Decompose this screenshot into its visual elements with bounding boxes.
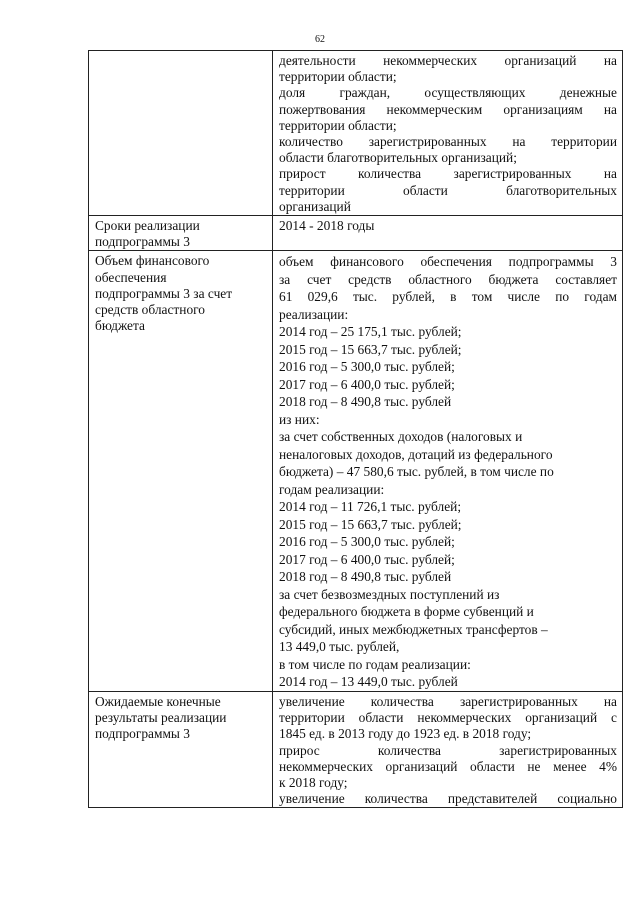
text-line: 2016 год – 5 300,0 тыс. рублей; xyxy=(279,359,455,375)
text-line: территории области; xyxy=(279,69,397,85)
text-line: федерального бюджета в форме субвенций и xyxy=(279,604,534,620)
text-line: организаций xyxy=(279,198,351,214)
text-line: 2016 год – 5 300,0 тыс. рублей; xyxy=(279,534,455,550)
text-line: 2014 год – 11 726,1 тыс. рублей; xyxy=(279,499,462,515)
content-cell-results xyxy=(273,691,623,807)
text-line: 1845 ед. в 2013 году до 1923 ед. в 2018 году; xyxy=(279,726,532,742)
text-line: некоммерческих организаций области не менее 4% xyxy=(279,758,617,774)
text-line: 61 029,6 тыс. рублей, в том числе по годам xyxy=(279,289,617,305)
text-line: территории области некоммерческих организаций с xyxy=(279,710,617,726)
text-line: прирос количества зарегистрированных xyxy=(279,742,617,758)
label-line: бюджета xyxy=(95,318,145,334)
text-line: годам реализации: xyxy=(279,481,385,497)
label-line: обеспечения xyxy=(95,269,167,285)
label-line: Ожидаемые конечные xyxy=(95,693,221,709)
text-line: 2015 год – 15 663,7 тыс. рублей; xyxy=(279,341,462,357)
label-line: Сроки реализации xyxy=(95,218,200,234)
table-row-terms xyxy=(89,216,623,251)
text-line: за счет собственных доходов (налоговых и xyxy=(279,429,523,445)
content-cell-indicators xyxy=(273,51,623,216)
text-line: 2015 год – 15 663,7 тыс. рублей; xyxy=(279,516,462,532)
text-line: объем финансового обеспечения подпрограммы 3 xyxy=(279,254,617,270)
text-line: за счет безвозмездных поступлений из xyxy=(279,586,500,602)
page-number: 62 xyxy=(315,34,325,45)
table-row-results xyxy=(89,691,623,807)
label-line: средств областного xyxy=(95,302,205,318)
text-line: 2014 - 2018 годы xyxy=(279,218,375,234)
text-line: доля граждан, осуществляющих денежные xyxy=(279,85,617,101)
label-line: результаты реализации xyxy=(95,710,227,726)
label-cell-empty xyxy=(89,51,273,216)
text-line: увеличение количества представителей социально xyxy=(279,791,617,807)
text-line: за счет средств областного бюджета составляет xyxy=(279,271,617,287)
text-line: деятельности некоммерческих организаций на xyxy=(279,53,617,68)
content-cell-terms xyxy=(273,216,623,251)
text-line: 13 449,0 тыс. рублей, xyxy=(279,639,400,655)
label-line: подпрограммы 3 xyxy=(95,234,190,250)
text-line: в том числе по годам реализации: xyxy=(279,656,471,672)
text-line: области благотворительных организаций; xyxy=(279,150,517,166)
text-line: 2017 год – 6 400,0 тыс. рублей; xyxy=(279,376,455,392)
text-line: территории области; xyxy=(279,117,397,133)
text-line: пожертвования некоммерческим организациям на xyxy=(279,101,617,117)
text-line: субсидий, иных межбюджетных трансфертов – xyxy=(279,621,548,637)
content-cell-financing xyxy=(273,251,623,692)
text-line: реализации: xyxy=(279,306,349,322)
text-line: 2014 год – 13 449,0 тыс. рублей xyxy=(279,674,458,690)
text-line: 2018 год – 8 490,8 тыс. рублей xyxy=(279,394,452,410)
label-cell-results xyxy=(89,691,273,807)
text-line: 2017 год – 6 400,0 тыс. рублей; xyxy=(279,551,455,567)
text-line: к 2018 году; xyxy=(279,774,348,790)
table-row-financing xyxy=(89,251,623,692)
text-line: из них: xyxy=(279,411,320,427)
text-line: бюджета) – 47 580,6 тыс. рублей, в том числе по xyxy=(279,464,554,480)
label-line: подпрограммы 3 xyxy=(95,726,190,742)
text-line: неналоговых доходов, дотаций из федерального xyxy=(279,446,553,462)
label-line: Объем финансового xyxy=(95,253,210,269)
text-line: увеличение количества зарегистрированных на xyxy=(279,693,617,709)
label-cell-financing xyxy=(89,251,273,692)
text-line: прирост количества зарегистрированных на xyxy=(279,166,617,182)
passport-table xyxy=(88,50,623,808)
text-line: количество зарегистрированных на территории xyxy=(279,134,617,150)
text-line: 2014 год – 25 175,1 тыс. рублей; xyxy=(279,324,462,340)
label-cell-terms xyxy=(89,216,273,251)
table-row-indicators xyxy=(89,51,623,216)
label-line: подпрограммы 3 за счет xyxy=(95,285,233,301)
text-line: территории области благотворительных xyxy=(279,182,617,198)
text-line: 2018 год – 8 490,8 тыс. рублей xyxy=(279,569,452,585)
